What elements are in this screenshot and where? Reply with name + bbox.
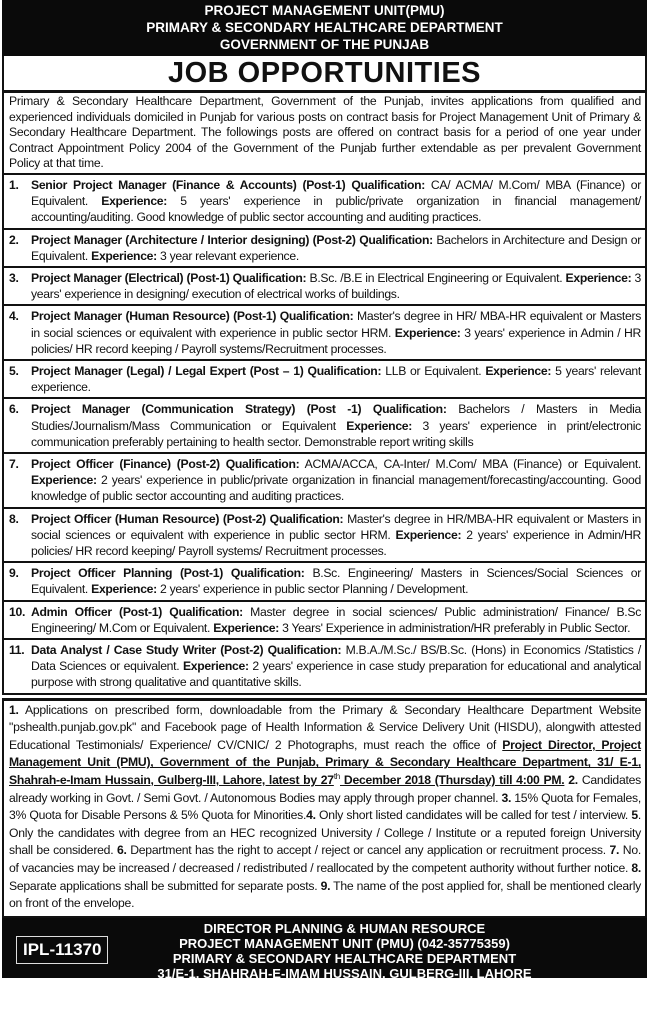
experience-label: Experience:	[565, 270, 632, 285]
post-number: 7.	[9, 457, 19, 472]
note-number: 2.	[564, 773, 578, 788]
post-experience: 5 years' experience in public/private organization in financial management/ accounting/auditing. Good knowledge of public sector accounting and auditing practices.	[31, 194, 641, 225]
job-post	[2, 640, 647, 695]
experience-label: Experience:	[91, 248, 157, 263]
post-qualification: Master's degree in HR/ MBA-HR equivalent or Masters in social sciences or equivalent with experience in public sector HRM.	[31, 309, 642, 340]
note-number: 3.	[501, 790, 512, 805]
post-number: 10.	[9, 604, 26, 619]
experience-label: Experience:	[346, 418, 413, 433]
note-number: 6.	[116, 843, 127, 858]
post-experience: 3 years' experience in designing/ execution of electrical works of buildings.	[31, 270, 641, 302]
post-number: 3.	[9, 270, 19, 285]
note-text: Separate applications shall be submitted for separate posts.	[9, 878, 321, 893]
post-title: Project Manager (Human Resource) (Post-1)	[31, 309, 277, 324]
job-post	[2, 454, 647, 509]
experience-label: Experience:	[31, 473, 97, 488]
note-number: 4.	[306, 808, 316, 823]
qualification-label: Qualification:	[307, 364, 382, 378]
header-banner	[2, 0, 647, 56]
job-post	[2, 602, 647, 640]
experience-label: Experience:	[394, 325, 461, 340]
post-experience: 3 year relevant experience.	[160, 248, 299, 263]
note-number: 5	[631, 808, 638, 823]
note-text: 15% Quota for Females, 3% Quota for Disable Persons & 5% Quota for Minorities.	[9, 790, 641, 823]
note-text: Department has the right to accept / reject or cancel any application or recruitment process.	[126, 843, 610, 858]
post-experience: 5 years' relevant experience.	[31, 364, 641, 395]
post-experience: 3 years' experience in print/electronic communication preferably pertaining to health sector. Demonstrable report writing skills	[31, 418, 641, 449]
post-qualification: ACMA/ACCA, CA-Inter/ M.Com/ MBA (Finance) or Equivalent.	[304, 457, 642, 472]
note-text: The name of the post applied for, shall be mentioned clearly on front of the envelope.	[9, 878, 641, 911]
job-post	[2, 563, 647, 601]
note-number: 9.	[320, 878, 331, 893]
qualification-label: Qualification:	[232, 270, 307, 285]
header-government: GOVERNMENT OF THE PUNJAB	[219, 37, 430, 52]
qualification-label: Qualification:	[230, 566, 305, 581]
job-post	[2, 509, 647, 564]
post-number: 6.	[9, 402, 19, 417]
post-title: Project Officer (Finance) (Post-2)	[31, 457, 220, 472]
footer-department: PRIMARY & SECONDARY HEALTHCARE DEPARTMENT	[172, 950, 517, 966]
post-number: 8.	[9, 511, 19, 526]
post-number: 2.	[9, 232, 19, 247]
qualification-label: Qualification:	[372, 402, 447, 417]
post-qualification: LLB or Equivalent.	[385, 364, 482, 378]
qualification-label: Qualification:	[169, 604, 243, 619]
experience-label: Experience:	[395, 527, 462, 542]
post-qualification: Master degree in social sciences/ Public administration/ Finance/ B.Sc Engineering/ M.Com or Equivalent.	[31, 604, 641, 635]
post-title: Senior Project Manager (Finance & Accounts) (Post-1)	[31, 177, 346, 192]
experience-label: Experience:	[213, 620, 279, 635]
qualification-label: Qualification:	[267, 643, 342, 658]
post-number: 11.	[9, 643, 25, 658]
post-number: 5.	[9, 364, 19, 378]
note-text: Applications on prescribed form, downloadable from the Primary & Secondary Healthcare Department Website "pshealth.punjab.gov.pk" and Facebook page of Health Information & Service Delivery Unit (HISDU), alongwith attested Educational Testimonials/ Experience/ CV/CNIC/ 2 Photographs, must reach the office of	[9, 702, 641, 752]
post-number: 1.	[9, 177, 19, 192]
header-org: PROJECT MANAGEMENT UNIT(PMU)	[204, 3, 445, 18]
post-experience: 2 years' experience in Admin/HR policies/ HR record keeping/ Payroll systems/ Recruitment processes.	[31, 527, 641, 559]
note-text: . Only the candidates with degree from an HEC recognized University / College / Institute or a reputed foreign University shall be considered.	[9, 808, 641, 858]
post-experience: 2 years' experience in public/private organization in financial management/forecasting/accounting. Good knowledge of public sector accounting and auditing practices.	[31, 473, 641, 504]
footer-unit-phone: PROJECT MANAGEMENT UNIT (PMU) (042-35775359)	[179, 935, 510, 951]
job-post	[2, 268, 647, 306]
qualification-label: Qualification:	[351, 177, 425, 192]
note-text: December 2018 (Thursday) till 4:00 PM.	[340, 773, 565, 788]
qualification-label: Qualification:	[279, 309, 354, 324]
post-number: 9.	[9, 566, 19, 581]
job-post	[2, 230, 647, 268]
posts-list	[2, 175, 647, 695]
post-title: Project Officer Planning (Post-1)	[31, 566, 224, 581]
post-qualification: B.Sc. /B.E in Electrical Engineering or Equivalent.	[309, 270, 563, 285]
post-qualification: Bachelors / Masters in Media Studies/Journalism/Mass Communication or Equivalent	[31, 402, 642, 433]
post-experience: 2 years' experience in case study preparation for educational and analytical purpose with strong qualitative and quantitative skills.	[31, 659, 641, 690]
post-title: Project Manager (Electrical) (Post-1)	[31, 270, 230, 285]
experience-label: Experience:	[101, 194, 168, 209]
post-qualification: Bachelors in Architecture and Design or Equivalent.	[31, 232, 642, 263]
post-qualification: CA/ ACMA/ M.Com/ MBA (Finance) or Equivalent.	[31, 177, 641, 209]
note-text: th	[333, 771, 340, 781]
post-title: Data Analyst / Case Study Writer (Post-2)	[31, 643, 264, 658]
post-qualification: M.B.A./M.Sc./ BS/B.Sc. (Hons) in Economics /Statistics / Data Sciences or equivalent.	[31, 643, 642, 674]
note-text: Candidates already working in Govt. / Semi Govt. / Autonomous Bodies may apply through proper channel.	[9, 773, 641, 805]
note-number: 7.	[609, 843, 620, 858]
footer-contact	[2, 918, 647, 981]
post-experience: 3 years' experience in Admin / HR policies/ HR record keeping / Payroll systems/Recruitment processes.	[31, 325, 641, 356]
post-qualification: B.Sc. Engineering/ Masters in Sciences/Social Sciences or Equivalent.	[31, 566, 642, 597]
post-title: Project Manager (Architecture / Interior designing) (Post-2)	[31, 232, 356, 247]
experience-label: Experience:	[91, 582, 157, 597]
job-post	[2, 306, 647, 361]
post-title: Admin Officer (Post-1)	[31, 604, 163, 619]
qualification-label: Qualification:	[359, 232, 433, 247]
note-text: No. of vacancies may be increased / decreased / redistributed / reallocated by the competent authority without further notice.	[9, 843, 641, 875]
experience-label: Experience:	[485, 364, 552, 378]
note-number: 8.	[631, 861, 641, 875]
experience-label: Experience:	[182, 659, 249, 674]
post-experience: 3 Years' Experience in administration/HR preferably in Public Sector.	[282, 620, 631, 635]
note-text: Project Director, Project Management Unit (PMU), Government of the Punjab, Primary & Secondary Healthcare Department, 31/ E-1, Shahrah-e-Imam Hussain, Gulberg-III, Lahore, latest by 27	[9, 737, 641, 788]
job-post	[2, 175, 647, 230]
qualification-label: Qualification:	[225, 457, 300, 472]
instructions-paragraph	[2, 698, 647, 918]
post-experience: 2 years' experience in public sector Planning / Development.	[160, 582, 469, 597]
header-department: PRIMARY & SECONDARY HEALTHCARE DEPARTMENT	[146, 20, 503, 35]
post-qualification: Master's degree in HR/MBA-HR equivalent or Masters in social sciences or equivalent with experience in public sector HRM.	[31, 511, 641, 542]
post-title: Project Manager (Communication Strategy) (Post -1)	[31, 402, 362, 417]
post-number: 4.	[9, 309, 19, 324]
note-number: 1.	[9, 702, 19, 717]
footer-director: DIRECTOR PLANNING & HUMAN RESOURCE	[203, 920, 486, 936]
ad-reference-badge: IPL-11370	[16, 936, 108, 964]
post-title: Project Manager (Legal) / Legal Expert (Post – 1)	[31, 364, 304, 378]
footer-address: 31/E-1, SHAHRAH-E-IMAM HUSSAIN, GULBERG-III, LAHORE	[157, 965, 532, 981]
job-post	[2, 361, 647, 399]
qualification-label: Qualification:	[269, 511, 344, 526]
post-title: Project Officer (Human Resource) (Post-2)	[31, 511, 266, 526]
page-title: JOB OPPORTUNITIES	[2, 56, 647, 92]
job-post	[2, 399, 647, 454]
note-text: Only short listed candidates will be called for test / interview.	[315, 808, 632, 823]
intro-paragraph: Primary & Secondary Healthcare Department, Government of the Punjab, invites applications from qualified and experienced individuals domiciled in Punjab for various posts on contract basis for Project Management Unit of Primary & Secondary Healthcare Department. The followings posts are offered on contract basis for a period of one year under Contract Appointment Policy 2004 of the Government of the Punjab further extendable as per prevalent Government Policy at that time.	[2, 92, 647, 175]
job-advertisement	[2, 0, 647, 981]
